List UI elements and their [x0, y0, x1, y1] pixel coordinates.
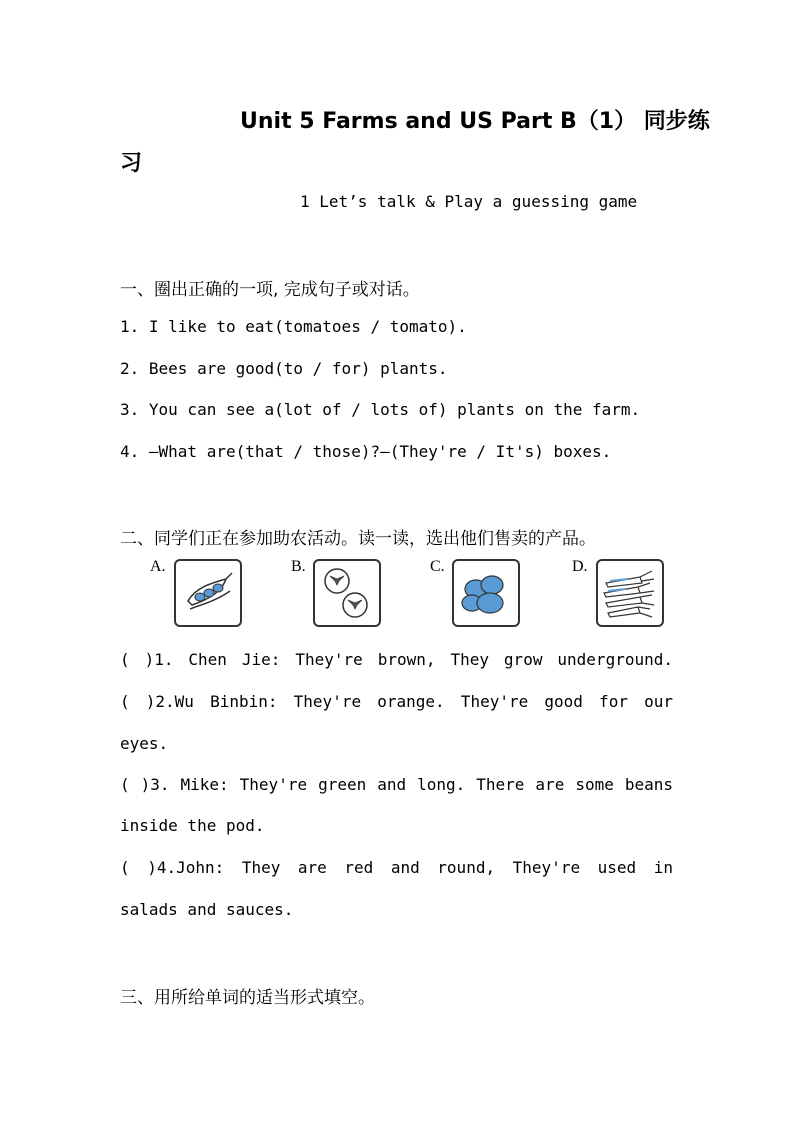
peas-pod-icon — [176, 561, 240, 625]
question-4-line-1: ( )4.John: They are red and round, They're used in — [120, 858, 673, 877]
option-c-letter: C. — [430, 558, 445, 575]
question-2-line-1: ( )2.Wu Binbin: They're orange. They're good for our — [120, 692, 673, 711]
option-a-letter: A. — [150, 558, 166, 575]
lesson-subtitle: 1 Let’s talk & Play a guessing game — [300, 192, 638, 211]
option-b-letter: B. — [291, 558, 306, 575]
section1-item-1: 1. I like to eat(tomatoes / tomato). — [120, 317, 467, 336]
option-d-letter: D. — [572, 558, 588, 575]
section1-item-3: 3. You can see a(lot of / lots of) plants on the farm. — [120, 400, 641, 419]
page-title: Unit 5 Farms and US Part B（1） 同步练 — [240, 109, 710, 134]
section1-item-2: 2. Bees are good(to / for) plants. — [120, 359, 448, 378]
tomatoes-icon — [315, 561, 379, 625]
section1-heading: 一、圈出正确的一项, 完成句子或对话。 — [120, 280, 420, 300]
question-2-line-2: eyes. — [120, 734, 169, 753]
question-3-line-2: inside the pod. — [120, 816, 265, 835]
page-title-continued: 习 — [120, 151, 143, 176]
section1-item-4: 4. —What are(that / those)?—(They're / It's) boxes. — [120, 442, 612, 461]
potatoes-icon — [454, 561, 518, 625]
option-c-picture — [452, 559, 520, 627]
option-b-picture — [313, 559, 381, 627]
question-4-line-2: salads and sauces. — [120, 900, 294, 919]
option-a-picture — [174, 559, 242, 627]
option-d-picture — [596, 559, 664, 627]
section2-heading: 二、同学们正在参加助农活动。读一读，选出他们售卖的产品。 — [120, 529, 596, 549]
question-1: ( )1. Chen Jie: They're brown, They grow underground. — [120, 650, 673, 669]
question-3-line-1: ( )3. Mike: They're green and long. There are some beans — [120, 775, 673, 794]
carrots-icon — [598, 561, 662, 625]
section3-heading: 三、用所给单词的适当形式填空。 — [120, 988, 375, 1008]
